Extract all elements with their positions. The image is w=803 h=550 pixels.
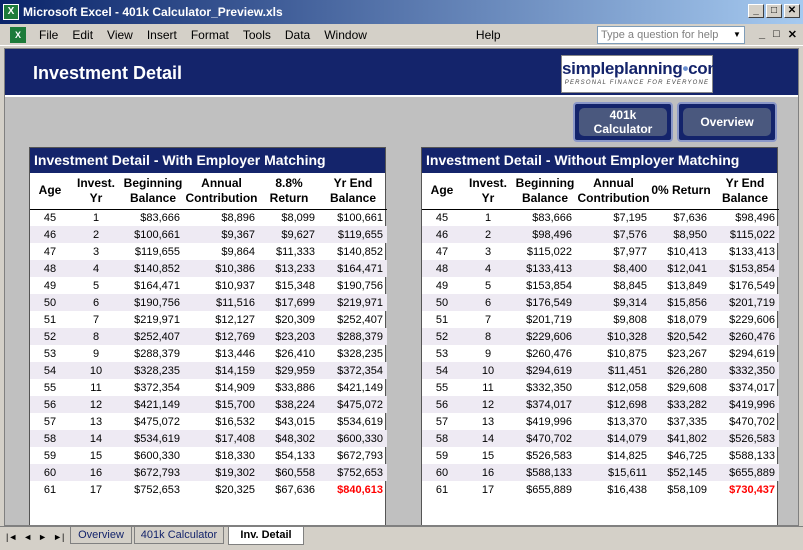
invest-yr-cell: 10 xyxy=(70,362,122,379)
yr-end-balance-cell: $153,854 xyxy=(711,260,779,277)
yr-end-balance-cell: $294,619 xyxy=(729,347,775,360)
invest-yr-cell: 3 xyxy=(484,245,492,258)
return-cell: $48,302 xyxy=(259,430,319,447)
invest-yr-cell: 8 xyxy=(462,328,514,345)
col-return: 0% Return xyxy=(651,173,711,209)
invest-yr-cell: 11 xyxy=(482,381,494,394)
invest-yr-cell: 17 xyxy=(89,483,103,496)
yr-end-balance-cell: $119,655 xyxy=(319,226,387,243)
annual-contribution-cell: $9,314 xyxy=(576,294,651,311)
beginning-balance-cell: $252,407 xyxy=(122,328,184,345)
beginning-balance-cell: $140,852 xyxy=(122,260,184,277)
menu-help[interactable]: Help xyxy=(475,27,501,42)
beginning-balance-cell: $475,072 xyxy=(134,415,180,428)
return-cell: $38,224 xyxy=(259,396,319,413)
annual-contribution-cell: $11,516 xyxy=(184,294,259,311)
beginning-balance-cell: $470,702 xyxy=(514,430,576,447)
invest-yr-cell: 2 xyxy=(70,226,122,243)
annual-contribution-cell: $7,195 xyxy=(613,211,647,224)
invest-yr-cell: 11 xyxy=(90,381,102,394)
close-button[interactable]: ✕ xyxy=(784,4,800,18)
return-cell: $15,348 xyxy=(275,279,315,292)
with-matching-panel xyxy=(29,147,386,526)
beginning-balance-cell: $419,996 xyxy=(526,415,572,428)
invest-yr-cell: 13 xyxy=(89,415,103,428)
excel-app-icon: X xyxy=(3,4,19,20)
table-row xyxy=(422,328,779,345)
beginning-balance-cell: $133,413 xyxy=(514,260,576,277)
yr-end-balance-cell: $201,719 xyxy=(711,294,779,311)
yr-end-balance-cell: $133,413 xyxy=(729,245,775,258)
table-row xyxy=(30,243,387,260)
sheet-tab-bar xyxy=(0,526,803,550)
return-cell: $52,145 xyxy=(651,464,711,481)
window-controls xyxy=(748,4,800,18)
age-cell: 48 xyxy=(422,260,462,277)
annual-contribution-cell: $11,451 xyxy=(576,362,651,379)
invest-yr-cell: 5 xyxy=(484,279,492,292)
return-cell: $33,282 xyxy=(651,396,711,413)
first-sheet-button[interactable]: |◄ xyxy=(6,532,18,542)
age-cell: 52 xyxy=(30,328,70,345)
table-row xyxy=(30,260,387,277)
annual-contribution-cell: $8,400 xyxy=(576,260,651,277)
age-cell: 45 xyxy=(43,211,57,224)
age-cell: 46 xyxy=(422,226,462,243)
table-row xyxy=(422,447,779,464)
table-row xyxy=(30,447,387,464)
table-row xyxy=(30,209,387,226)
age-cell: 50 xyxy=(422,294,462,311)
age-cell: 58 xyxy=(30,430,70,447)
menu-bar xyxy=(0,24,803,46)
beginning-balance-cell: $374,017 xyxy=(514,396,576,413)
age-cell: 59 xyxy=(43,449,57,462)
invest-yr-cell: 17 xyxy=(481,483,495,496)
annual-contribution-cell: $14,159 xyxy=(184,362,259,379)
table-row xyxy=(422,345,779,362)
annual-contribution-cell: $10,875 xyxy=(607,347,647,360)
worksheet-area xyxy=(4,48,799,526)
table-row xyxy=(30,226,387,243)
beginning-balance-cell: $83,666 xyxy=(140,211,180,224)
annual-contribution-cell: $13,370 xyxy=(607,415,647,428)
invest-yr-cell: 8 xyxy=(70,328,122,345)
beginning-balance-cell: $655,889 xyxy=(526,483,572,496)
yr-end-balance-cell: $115,022 xyxy=(711,226,779,243)
age-cell: 55 xyxy=(435,381,449,394)
yr-end-balance-cell: $526,583 xyxy=(711,430,779,447)
col-age: Age xyxy=(422,173,462,209)
col-return: 8.8% Return xyxy=(259,173,319,209)
beginning-balance-cell: $201,719 xyxy=(526,313,572,326)
yr-end-balance-cell: $288,379 xyxy=(319,328,387,345)
table-row xyxy=(30,277,387,294)
logo-tagline: PERSONAL FINANCE FOR EVERYONE xyxy=(564,80,710,86)
table-row xyxy=(422,362,779,379)
age-cell: 54 xyxy=(30,362,70,379)
annual-contribution-cell: $20,325 xyxy=(215,483,255,496)
return-cell: $12,041 xyxy=(651,260,711,277)
table-row xyxy=(422,260,779,277)
invest-yr-cell: 9 xyxy=(92,347,100,360)
age-cell: 53 xyxy=(43,347,57,360)
beginning-balance-cell: $164,471 xyxy=(134,279,180,292)
age-cell: 61 xyxy=(435,483,449,496)
menu-tools[interactable]: Tools xyxy=(242,27,271,42)
annual-contribution-cell: $15,611 xyxy=(576,464,651,481)
annual-contribution-cell: $16,438 xyxy=(607,483,647,496)
invest-yr-cell: 1 xyxy=(92,211,100,224)
invest-yr-cell: 6 xyxy=(70,294,122,311)
yr-end-balance-cell: $655,889 xyxy=(711,464,779,481)
table-row xyxy=(30,430,387,447)
help-search-placeholder: Type a question for help xyxy=(601,29,719,41)
col-yr-end-balance: Yr End Balance xyxy=(319,173,387,209)
page-title: Investment Detail xyxy=(33,63,183,83)
annual-contribution-cell: $12,698 xyxy=(576,396,651,413)
annual-contribution-cell: $19,302 xyxy=(184,464,259,481)
yr-end-balance-cell: $332,350 xyxy=(711,362,779,379)
table-row xyxy=(422,413,779,430)
sheet-header-band xyxy=(5,49,798,97)
return-cell: $43,015 xyxy=(275,415,315,428)
return-cell: $13,849 xyxy=(667,279,707,292)
tab-scroll-buttons xyxy=(6,532,64,542)
annual-contribution-cell: $8,845 xyxy=(613,279,647,292)
overview-button[interactable]: Overview xyxy=(677,102,777,142)
invest-yr-cell: 16 xyxy=(462,464,514,481)
return-cell: $58,109 xyxy=(667,483,707,496)
tab-401k-calculator[interactable]: 401k Calculator xyxy=(134,527,224,544)
annual-contribution-cell: $9,367 xyxy=(184,226,259,243)
yr-end-balance-cell: $421,149 xyxy=(337,381,383,394)
with-matching-title: Investment Detail - With Employer Matching xyxy=(30,148,385,173)
annual-contribution-cell: $8,896 xyxy=(221,211,255,224)
yr-end-balance-cell: $374,017 xyxy=(729,381,775,394)
table-row xyxy=(30,379,387,396)
return-cell: $20,542 xyxy=(651,328,711,345)
401k-calculator-button[interactable]: 401k Calculator xyxy=(573,102,673,142)
yr-end-balance-cell: $672,793 xyxy=(337,449,383,462)
yr-end-balance-cell: $176,549 xyxy=(729,279,775,292)
age-cell: 56 xyxy=(30,396,70,413)
table-row xyxy=(30,345,387,362)
return-cell: $60,558 xyxy=(259,464,319,481)
col-invest-yr: Invest. Yr xyxy=(70,173,122,209)
annual-contribution-cell: $10,328 xyxy=(576,328,651,345)
annual-contribution-cell: $14,079 xyxy=(576,430,651,447)
col-annual-contribution: Annual Contribution xyxy=(184,173,259,209)
table-row xyxy=(422,277,779,294)
yr-end-balance-cell: $588,133 xyxy=(729,449,775,462)
yr-end-balance-cell: $252,407 xyxy=(337,313,383,326)
beginning-balance-cell: $83,666 xyxy=(532,211,572,224)
age-cell: 61 xyxy=(43,483,57,496)
beginning-balance-cell: $190,756 xyxy=(122,294,184,311)
invest-yr-cell: 1 xyxy=(484,211,492,224)
invest-yr-cell: 16 xyxy=(70,464,122,481)
return-cell: $15,856 xyxy=(651,294,711,311)
invest-yr-cell: 4 xyxy=(462,260,514,277)
annual-contribution-cell: $7,576 xyxy=(576,226,651,243)
window-title: Microsoft Excel - 401k Calculator_Preview.xls xyxy=(23,5,283,19)
age-cell: 46 xyxy=(30,226,70,243)
table-row xyxy=(30,362,387,379)
table-row xyxy=(422,430,779,447)
menu-data[interactable]: Data xyxy=(284,27,311,42)
yr-end-balance-cell: $98,496 xyxy=(735,211,775,224)
menu-insert[interactable]: Insert xyxy=(146,27,177,42)
workbook-restore-button[interactable]: □ xyxy=(773,28,780,40)
annual-contribution-cell: $18,330 xyxy=(215,449,255,462)
invest-yr-cell: 3 xyxy=(92,245,100,258)
beginning-balance-cell: $119,655 xyxy=(134,245,180,258)
return-cell: $7,636 xyxy=(673,211,707,224)
beginning-balance-cell: $115,022 xyxy=(526,245,572,258)
beginning-balance-cell: $672,793 xyxy=(122,464,184,481)
col-beginning-balance: Beginning Balance xyxy=(122,173,184,209)
beginning-balance-cell: $421,149 xyxy=(122,396,184,413)
annual-contribution-cell: $15,700 xyxy=(184,396,259,413)
age-cell: 54 xyxy=(422,362,462,379)
age-cell: 55 xyxy=(43,381,57,394)
col-invest-yr: Invest. Yr xyxy=(462,173,514,209)
beginning-balance-cell: $294,619 xyxy=(514,362,576,379)
table-header-row xyxy=(422,173,779,209)
return-cell: $23,203 xyxy=(259,328,319,345)
invest-yr-cell: 12 xyxy=(70,396,122,413)
table-row xyxy=(30,481,387,498)
table-row xyxy=(422,481,779,498)
age-cell: 58 xyxy=(422,430,462,447)
age-cell: 51 xyxy=(435,313,449,326)
col-annual-contribution: Annual Contribution xyxy=(576,173,651,209)
table-row xyxy=(30,464,387,481)
table-row xyxy=(422,209,779,226)
annual-contribution-cell: $14,909 xyxy=(215,381,255,394)
beginning-balance-cell: $332,350 xyxy=(526,381,572,394)
table-row xyxy=(30,311,387,328)
beginning-balance-cell: $288,379 xyxy=(134,347,180,360)
yr-end-balance-cell: $190,756 xyxy=(337,279,383,292)
age-cell: 60 xyxy=(422,464,462,481)
yr-end-balance-cell: $600,330 xyxy=(319,430,387,447)
yr-end-balance-cell: $372,354 xyxy=(319,362,387,379)
invest-yr-cell: 14 xyxy=(70,430,122,447)
menu-format[interactable]: Format xyxy=(190,27,229,42)
annual-contribution-cell: $16,532 xyxy=(215,415,255,428)
maximize-button[interactable]: □ xyxy=(766,4,782,18)
annual-contribution-cell: $17,408 xyxy=(184,430,259,447)
return-cell: $9,627 xyxy=(259,226,319,243)
beginning-balance-cell: $600,330 xyxy=(134,449,180,462)
annual-contribution-cell: $10,386 xyxy=(184,260,259,277)
yr-end-balance-cell: $140,852 xyxy=(337,245,383,258)
return-cell: $41,802 xyxy=(651,430,711,447)
return-cell: $46,725 xyxy=(667,449,707,462)
age-cell: 60 xyxy=(30,464,70,481)
invest-yr-cell: 12 xyxy=(462,396,514,413)
age-cell: 57 xyxy=(43,415,57,428)
table-row xyxy=(30,413,387,430)
table-row xyxy=(30,396,387,413)
table-row xyxy=(30,328,387,345)
return-cell: $11,333 xyxy=(276,245,315,258)
annual-contribution-cell: $9,808 xyxy=(613,313,647,326)
yr-end-balance-cell: $328,235 xyxy=(337,347,383,360)
without-matching-table xyxy=(422,173,779,498)
age-cell: 59 xyxy=(435,449,449,462)
age-cell: 49 xyxy=(435,279,449,292)
yr-end-balance-cell: $534,619 xyxy=(337,415,383,428)
next-sheet-button[interactable]: ► xyxy=(38,532,48,542)
return-cell: $29,959 xyxy=(259,362,319,379)
yr-end-balance-cell: $100,661 xyxy=(337,211,383,224)
annual-contribution-cell: $12,058 xyxy=(607,381,647,394)
age-cell: 49 xyxy=(43,279,57,292)
return-cell: $18,079 xyxy=(667,313,707,326)
table-row xyxy=(422,243,779,260)
annual-contribution-cell: $12,769 xyxy=(184,328,259,345)
yr-end-balance-cell: $840,613 xyxy=(337,483,383,496)
invest-yr-cell: 7 xyxy=(484,313,492,326)
menu-view[interactable]: View xyxy=(107,27,133,42)
table-row xyxy=(422,464,779,481)
return-cell: $67,636 xyxy=(275,483,315,496)
last-sheet-button[interactable]: ►| xyxy=(53,532,65,542)
age-cell: 45 xyxy=(435,211,449,224)
table-row xyxy=(30,294,387,311)
workbook-icon[interactable]: X xyxy=(10,27,26,43)
age-cell: 50 xyxy=(30,294,70,311)
table-row xyxy=(422,379,779,396)
annual-contribution-cell: $12,127 xyxy=(215,313,255,326)
prev-sheet-button[interactable]: ◄ xyxy=(23,532,33,542)
yr-end-balance-cell: $470,702 xyxy=(729,415,775,428)
simpleplanning-logo: simpleplanning•com PERSONAL FINANCE FOR EVERYONE xyxy=(561,55,713,93)
beginning-balance-cell: $588,133 xyxy=(514,464,576,481)
invest-yr-cell: 15 xyxy=(481,449,495,462)
return-cell: $20,309 xyxy=(275,313,315,326)
beginning-balance-cell: $526,583 xyxy=(526,449,572,462)
return-cell: $13,233 xyxy=(259,260,319,277)
yr-end-balance-cell: $475,072 xyxy=(319,396,387,413)
return-cell: $17,699 xyxy=(259,294,319,311)
invest-yr-cell: 6 xyxy=(462,294,514,311)
menu-file[interactable]: File xyxy=(39,27,59,42)
invest-yr-cell: 14 xyxy=(462,430,514,447)
return-cell: $29,608 xyxy=(667,381,707,394)
table-row xyxy=(422,396,779,413)
table-row xyxy=(422,311,779,328)
yr-end-balance-cell: $229,606 xyxy=(729,313,775,326)
invest-yr-cell: 5 xyxy=(92,279,100,292)
beginning-balance-cell: $328,235 xyxy=(122,362,184,379)
return-cell: $33,886 xyxy=(275,381,315,394)
invest-yr-cell: 9 xyxy=(484,347,492,360)
workbook-minimize-button[interactable]: _ xyxy=(759,28,766,40)
yr-end-balance-cell: $752,653 xyxy=(319,464,387,481)
beginning-balance-cell: $752,653 xyxy=(134,483,180,496)
beginning-balance-cell: $534,619 xyxy=(122,430,184,447)
age-cell: 53 xyxy=(435,347,449,360)
return-cell: $8,950 xyxy=(651,226,711,243)
workbook-controls xyxy=(759,28,797,41)
age-cell: 48 xyxy=(30,260,70,277)
menu-edit[interactable]: Edit xyxy=(72,27,94,42)
annual-contribution-cell: $9,864 xyxy=(221,245,255,258)
return-cell: $23,267 xyxy=(667,347,707,360)
minimize-button[interactable]: _ xyxy=(748,4,764,18)
title-bar xyxy=(0,0,803,24)
menu-window[interactable]: Window xyxy=(324,27,367,42)
return-cell: $37,335 xyxy=(667,415,707,428)
tab-inv-detail[interactable]: Inv. Detail xyxy=(228,527,304,545)
invest-yr-cell: 4 xyxy=(70,260,122,277)
yr-end-balance-cell: $219,971 xyxy=(319,294,387,311)
age-cell: 51 xyxy=(43,313,57,326)
annual-contribution-cell: $14,825 xyxy=(607,449,647,462)
invest-yr-cell: 15 xyxy=(89,449,103,462)
invest-yr-cell: 2 xyxy=(462,226,514,243)
col-beginning-balance: Beginning Balance xyxy=(514,173,576,209)
age-cell: 47 xyxy=(435,245,449,258)
with-matching-table xyxy=(30,173,387,498)
return-cell: $54,133 xyxy=(275,449,315,462)
help-dropdown-icon[interactable]: ▼ xyxy=(733,30,741,39)
annual-contribution-cell: $13,446 xyxy=(215,347,255,360)
beginning-balance-cell: $260,476 xyxy=(526,347,572,360)
beginning-balance-cell: $98,496 xyxy=(514,226,576,243)
table-header-row xyxy=(30,173,387,209)
beginning-balance-cell: $153,854 xyxy=(526,279,572,292)
annual-contribution-cell: $7,977 xyxy=(613,245,647,258)
beginning-balance-cell: $229,606 xyxy=(514,328,576,345)
help-search-input[interactable] xyxy=(597,26,745,44)
return-cell: $10,413 xyxy=(667,245,707,258)
col-age: Age xyxy=(30,173,70,209)
age-cell: 47 xyxy=(43,245,57,258)
annual-contribution-cell: $10,937 xyxy=(215,279,255,292)
table-row xyxy=(422,226,779,243)
without-matching-title: Investment Detail - Without Employer Matching xyxy=(422,148,777,173)
tab-overview[interactable]: Overview xyxy=(70,527,132,544)
age-cell: 52 xyxy=(422,328,462,345)
yr-end-balance-cell: $260,476 xyxy=(711,328,779,345)
return-cell: $26,410 xyxy=(275,347,315,360)
return-cell: $8,099 xyxy=(281,211,315,224)
beginning-balance-cell: $219,971 xyxy=(134,313,180,326)
yr-end-balance-cell: $419,996 xyxy=(711,396,779,413)
invest-yr-cell: 10 xyxy=(462,362,514,379)
age-cell: 56 xyxy=(422,396,462,413)
table-row xyxy=(422,294,779,311)
beginning-balance-cell: $176,549 xyxy=(514,294,576,311)
return-cell: $26,280 xyxy=(651,362,711,379)
col-yr-end-balance: Yr End Balance xyxy=(711,173,779,209)
yr-end-balance-cell: $730,437 xyxy=(729,483,775,496)
age-cell: 57 xyxy=(435,415,449,428)
beginning-balance-cell: $372,354 xyxy=(134,381,180,394)
beginning-balance-cell: $100,661 xyxy=(122,226,184,243)
invest-yr-cell: 13 xyxy=(481,415,495,428)
workbook-close-button[interactable]: ✕ xyxy=(787,29,797,41)
invest-yr-cell: 7 xyxy=(92,313,100,326)
yr-end-balance-cell: $164,471 xyxy=(319,260,387,277)
without-matching-panel xyxy=(421,147,778,526)
